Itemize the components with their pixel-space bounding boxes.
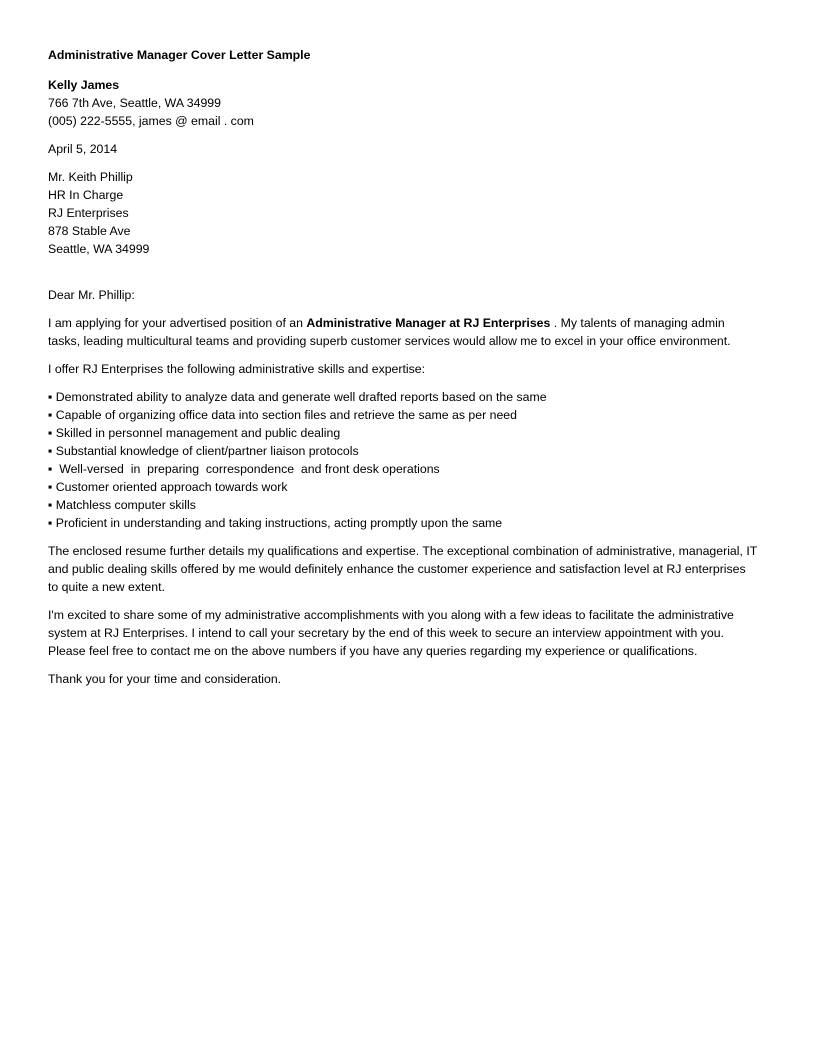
- recipient-street: 878 Stable Ave: [48, 224, 131, 238]
- list-item: ▪ Demonstrated ability to analyze data and generate well drafted reports based on the same: [48, 390, 547, 404]
- recipient-company: RJ Enterprises: [48, 206, 129, 220]
- document-title: Administrative Manager Cover Letter Sample: [48, 48, 311, 62]
- list-item: ▪ Capable of organizing office data into section files and retrieve the same as per need: [48, 408, 517, 422]
- salutation: Dear Mr. Phillip:: [48, 288, 135, 302]
- list-item: ▪ Substantial knowledge of client/partner liaison protocols: [48, 444, 359, 458]
- skills-list: [48, 388, 758, 532]
- list-item: ▪ Proficient in understanding and taking instructions, acting promptly upon the same: [48, 516, 503, 530]
- sender-address: 766 7th Ave, Seattle, WA 34999: [48, 96, 221, 110]
- intro-position-bold: Administrative Manager at RJ Enterprises: [306, 316, 551, 330]
- excited-paragraph: I'm excited to share some of my administrative accomplishments with you along with a few ideas to facilitate the administrative system at RJ Enterprises. I intend to call your secretary by the end of this week to secure an interview appointment with you. Please feel free to contact me on the above numbers if you have any queries regarding my experience or qualifications.: [48, 608, 734, 658]
- sender-contact: (005) 222-5555, james @ email . com: [48, 114, 254, 128]
- recipient-city: Seattle, WA 34999: [48, 242, 150, 256]
- list-item: ▪ Well-versed in preparing correspondence and front desk operations: [48, 462, 440, 476]
- intro-text-after: . My talents of managing admin tasks, leading multicultural teams and providing superb customer services would allow me to excel in your office environment.: [48, 316, 731, 348]
- intro-text-before: I am applying for your advertised position of an: [48, 316, 307, 330]
- list-item: ▪ Matchless computer skills: [48, 498, 196, 512]
- recipient-name: Mr. Keith Phillip: [48, 170, 133, 184]
- closing-line: Thank you for your time and consideration.: [48, 672, 282, 686]
- recipient-role: HR In Charge: [48, 188, 124, 202]
- intro-paragraph: [48, 314, 758, 350]
- list-item: ▪ Skilled in personnel management and public dealing: [48, 426, 341, 440]
- letter-date: April 5, 2014: [48, 142, 118, 156]
- list-item: ▪ Customer oriented approach towards work: [48, 480, 288, 494]
- resume-paragraph: The enclosed resume further details my qualifications and expertise. The exceptional combination of administrative, managerial, IT and public dealing skills offered by me would definitely enhance the customer experience and satisfaction level at RJ enterprises to quite a new extent.: [48, 544, 758, 594]
- sender-name: Kelly James: [48, 78, 120, 92]
- sender-block: [48, 76, 758, 130]
- letter-page: [48, 46, 758, 688]
- skills-intro: I offer RJ Enterprises the following administrative skills and expertise:: [48, 362, 426, 376]
- recipient-block: [48, 168, 758, 258]
